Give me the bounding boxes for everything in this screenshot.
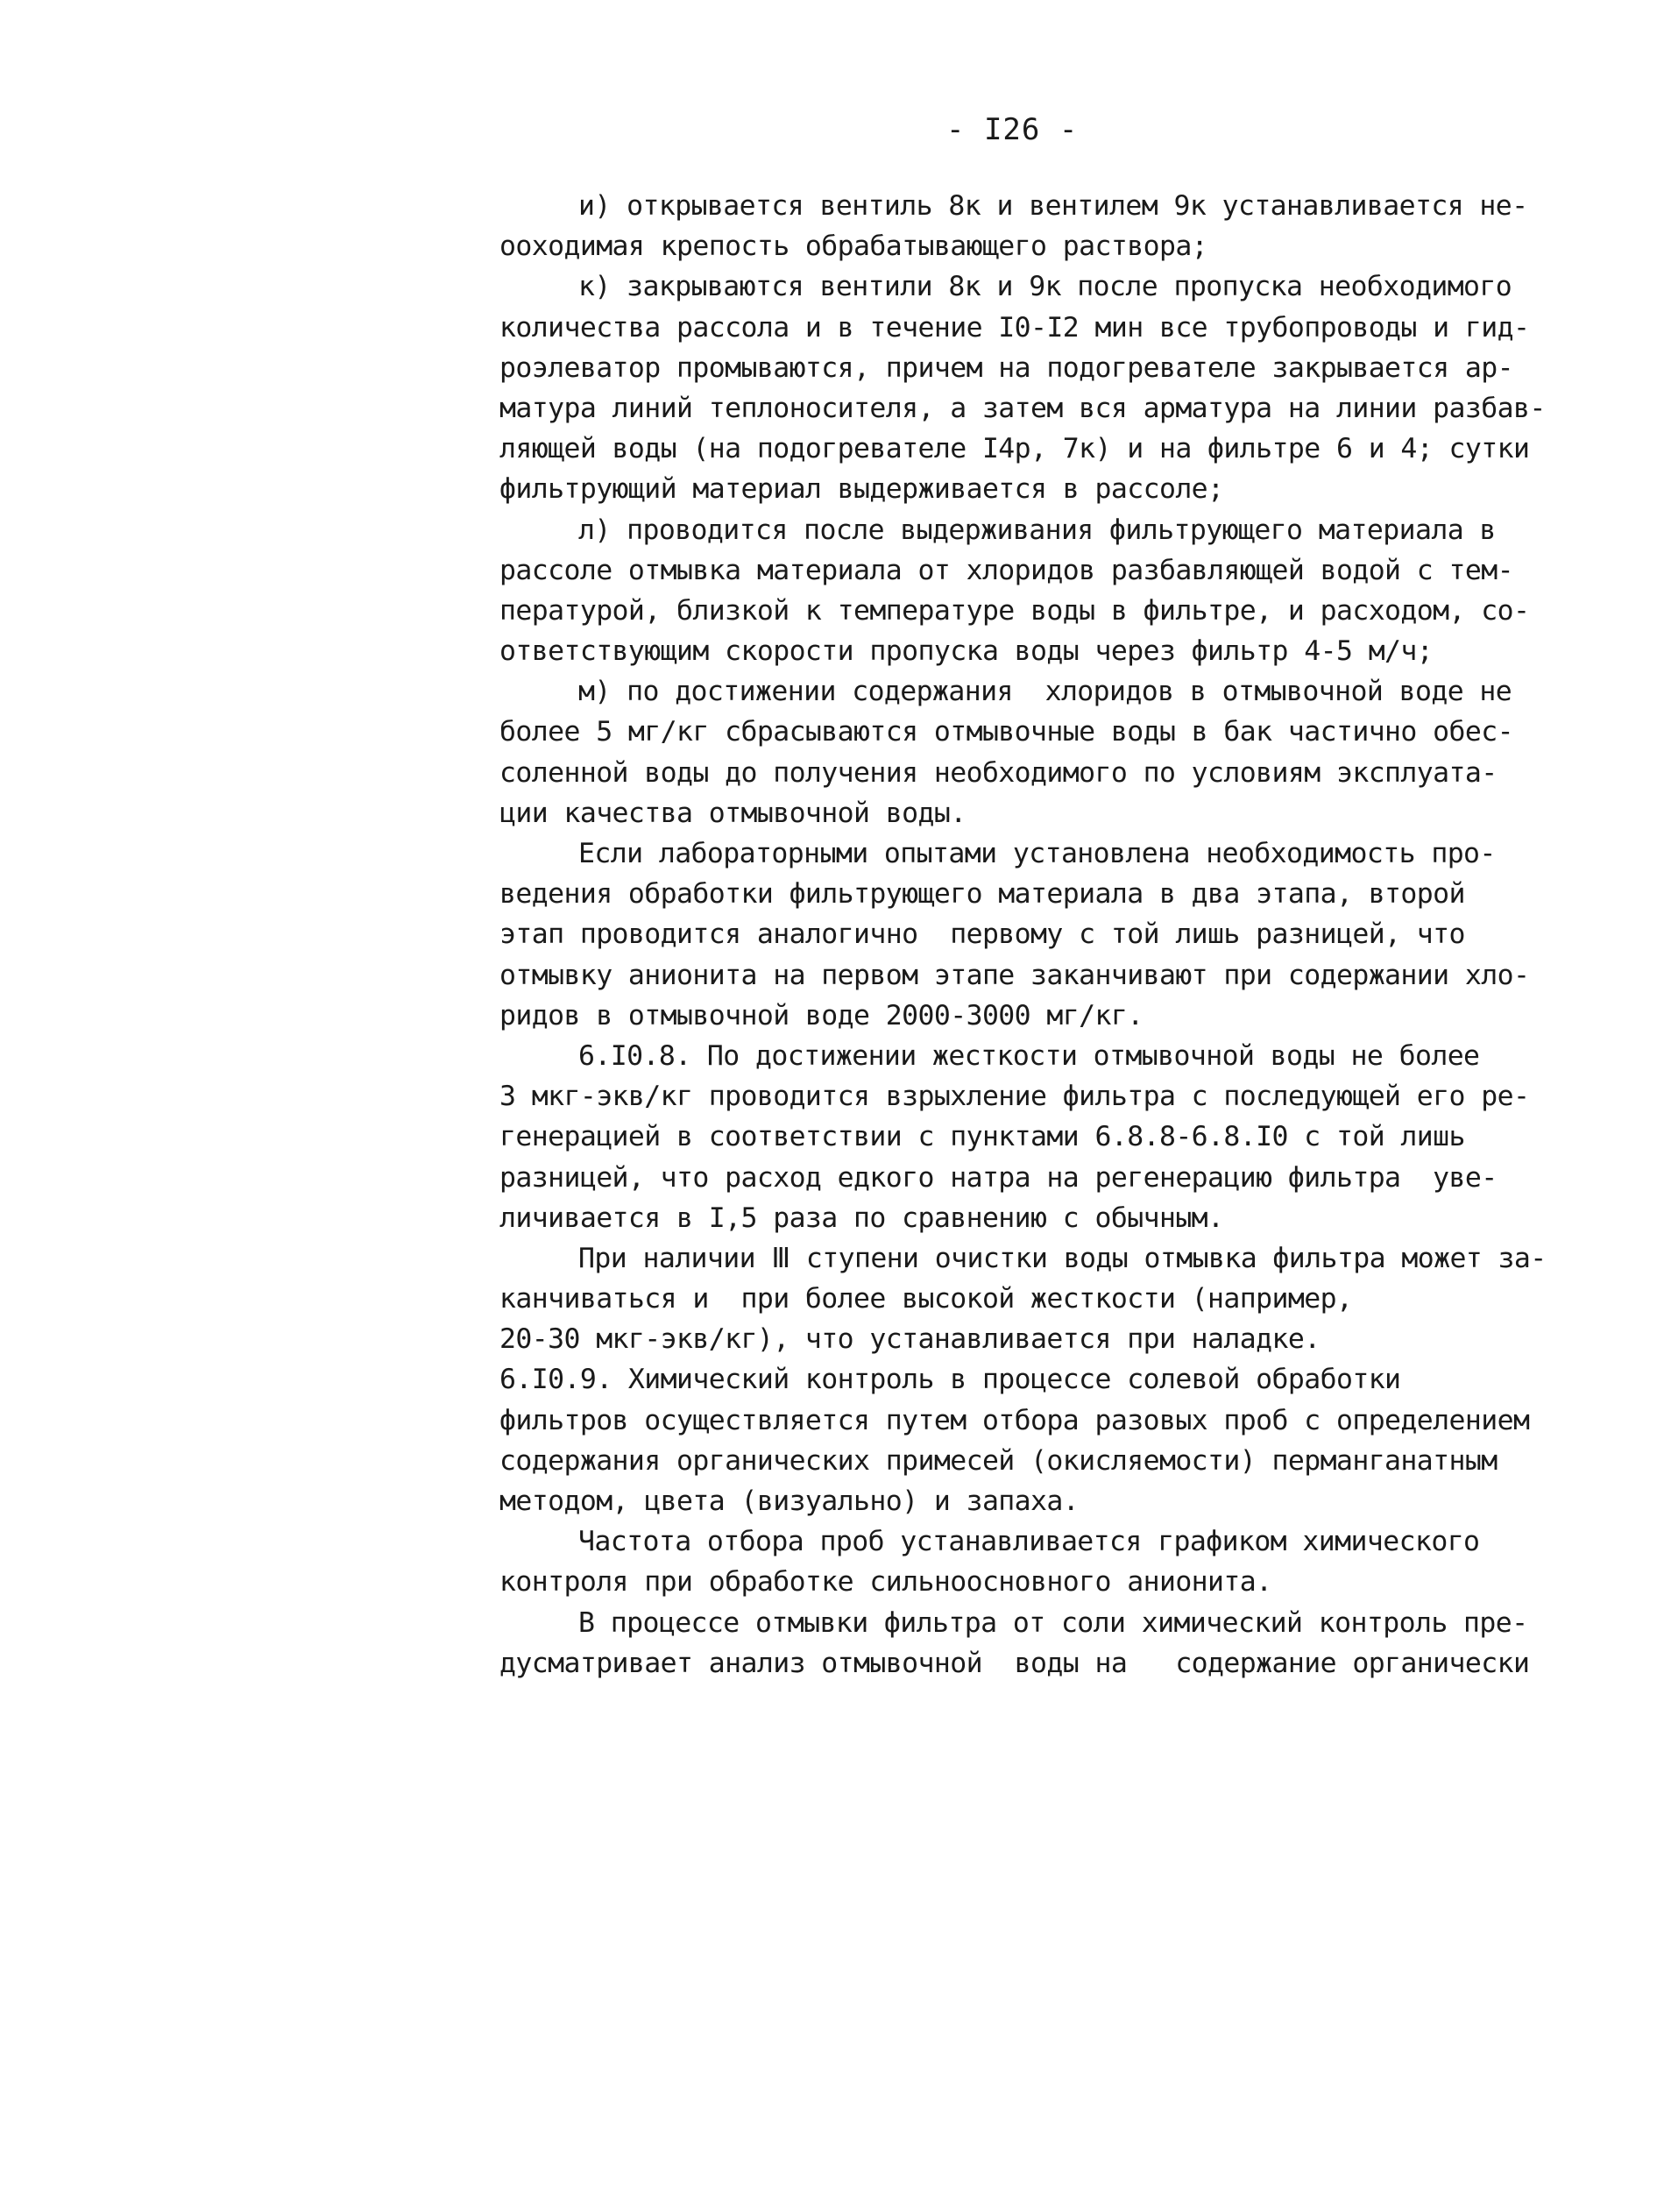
text-line: л) проводится после выдерживания фильтрующего материала в [578,514,1496,546]
text-line: ведения обработки фильтрующего материала в два этапа, второй [499,878,1465,911]
text-line: генерацией в соответствии с пунктами 6.8.8-6.8.I0 с той лишь [499,1121,1465,1153]
text-line: более 5 мг/кг сбрасываются отмывочные воды в бак частично обес- [499,716,1513,748]
text-line: методом, цвета (визуально) и запаха. [499,1485,1080,1517]
text-line: канчиваться и при более высокой жесткости (например, [499,1283,1353,1315]
text-line: 20-30 мкг-экв/кг), что устанавливается при наладке. [499,1323,1321,1356]
text-line: ции качества отмывочной воды. [499,797,966,829]
text-line: м) по достижении содержания хлоридов в отмывочной воде не [578,676,1512,708]
text-line: содержания органических примесей (окисляемости) перманганатным [499,1444,1498,1477]
text-line: и) открывается вентиль 8к и вентилем 9к устанавливается не- [578,190,1528,222]
text-line: ооходимая крепость обрабатывающего раствора; [499,230,1208,263]
text-line: В процессе отмывки фильтра от соли химический контроль пре- [578,1606,1528,1639]
text-line: контроля при обработке сильноосновного анионита. [499,1566,1272,1599]
text-line: 3 мкг-экв/кг проводится взрыхление фильтра с последующей его ре- [499,1081,1530,1113]
text-line: матура линий теплоносителя, а затем вся арматура на линии разбав- [499,392,1546,424]
text-line: ридов в отмывочной воде 2000-3000 мг/кг. [499,999,1144,1032]
text-line: отмывку анионита на первом этапе заканчивают при содержании хло- [499,959,1530,991]
text-line: Если лабораторными опытами установлена необходимость про- [578,838,1496,869]
text-line: фильтров осуществляется путем отбора разовых проб с определением [499,1404,1530,1436]
text-line: разницей, что расход едкого натра на регенерацию фильтра уве- [499,1161,1498,1194]
text-line: Частота отбора проб устанавливается графиком химического [578,1526,1480,1558]
text-line: этап проводится аналогично первому с той лишь разницей, что [499,918,1465,951]
text-line: ответствующим скорости пропуска воды через фильтр 4-5 м/ч; [499,635,1434,668]
text-line: пературой, близкой к температуре воды в фильтре, и расходом, со- [499,594,1530,627]
text-line: к) закрываются вентили 8к и 9к после пропуска необходимого [578,271,1512,303]
text-line: дусматривает анализ отмывочной воды на содержание органически [499,1647,1530,1679]
text-line: 6.I0.9. Химический контроль в процессе солевой обработки [499,1364,1401,1396]
text-line: ляющей воды (на подогревателе I4р, 7к) и на фильтре 6 и 4; сутки [499,433,1530,465]
text-line: соленной воды до получения необходимого по условиям эксплуата- [499,756,1498,789]
text-line: количества рассола и в течение I0-I2 мин все трубопроводы и гид- [499,311,1530,344]
text-line: роэлеватор промываются, причем на подогревателе закрывается ар- [499,351,1513,384]
body-text [499,186,1577,1684]
page-number: - I26 - [946,112,1079,147]
text-line: личивается в I,5 раза по сравнению с обычным. [499,1202,1224,1234]
text-line: рассоле отмывка материала от хлоридов разбавляющей водой с тем- [499,554,1513,586]
text-line: фильтрующий материал выдерживается в рассоле; [499,473,1224,506]
text-line: 6.I0.8. По достижении жесткости отмывочной воды не более [578,1039,1480,1072]
text-line: При наличии Ⅲ ступени очистки воды отмывка фильтра может за- [578,1242,1547,1274]
